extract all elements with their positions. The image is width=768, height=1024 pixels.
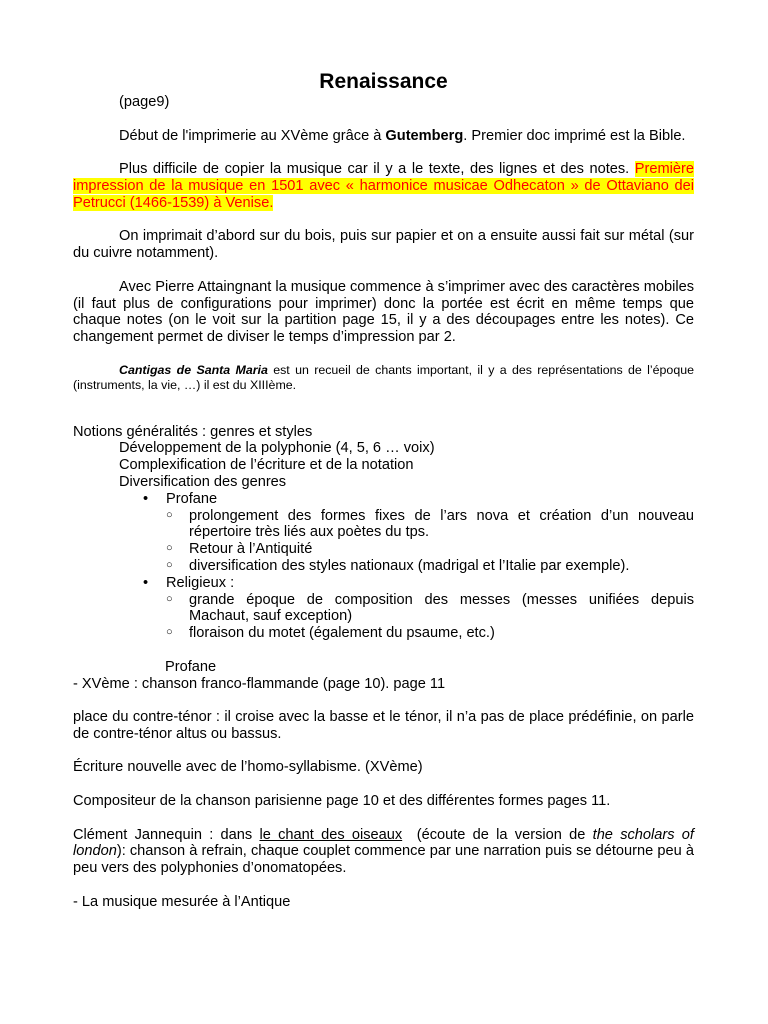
ensemble-name: the scholars of london (73, 826, 694, 860)
bullet-icon: • (143, 490, 149, 507)
genre-profane (143, 491, 694, 575)
notions-heading: Notions généralités : genres et styles (73, 423, 313, 440)
list-item: ○ prolongement des formes fixes de l’ars nova et création d’un nouveau répertoire très liés aux poètes du tps. (166, 507, 694, 541)
last-line: - La musique mesurée à l’Antique (73, 893, 291, 910)
gutemberg-name: Gutemberg (385, 127, 464, 144)
cantigas-title: Cantigas de Santa Maria (119, 362, 268, 377)
profane-heading: Profane (165, 658, 217, 675)
genres-list (143, 491, 694, 642)
page-reference: (page9) (119, 94, 170, 110)
religieux-sublist (166, 592, 694, 642)
work-title: le chant des oiseaux (259, 826, 403, 843)
circle-bullet-icon: ○ (166, 508, 173, 521)
paragraph-attaingnant: Avec Pierre Attaingnant la musique commence à s’imprimer avec des caractères mobiles (il faut plus de configurations pour imprimer) donc la portée est écrit en même temps que chaque notes (on le voit sur la partition page 15, il y a des découpages entre les notes). Ce changement permet de diviser le temps d’impression par 2. (73, 278, 694, 346)
notion-line: Développement de la polyphonie (4, 5, 6 … voix) (119, 440, 435, 457)
circle-bullet-icon: ○ (166, 558, 173, 571)
paragraph-contre-tenor: place du contre-ténor : il croise avec la basse et le ténor, il n’a pas de place prédéfinie, on parle de contre-ténor altus ou bassus. (73, 709, 694, 742)
circle-bullet-icon: ○ (166, 626, 173, 639)
highlighted-text: Première impression de la musique en 1501 avec « harmonice musicae Odhecaton » de Ottaviano dei Petrucci (1466-1539) à Venise. (73, 161, 694, 211)
paragraph-homo-syllabisme: Écriture nouvelle avec de l’homo-syllabisme. (XVème) (73, 759, 423, 776)
paragraph-printing: Début de l'imprimerie au XVème grâce à Gutemberg. Premier doc imprimé est la Bible. (119, 127, 686, 144)
genre-label: Religieux : (166, 574, 235, 591)
notion-line: Diversification des genres (119, 473, 287, 490)
list-item: ○ diversification des styles nationaux (madrigal et l’Italie par exemple). (166, 557, 630, 574)
circle-bullet-icon: ○ (166, 592, 173, 605)
list-item: ○ Retour à l’Antiquité (166, 541, 313, 558)
document-title: Renaissance (319, 70, 448, 93)
paragraph-cantigas: Cantigas de Santa Maria est un recueil de chants important, il y a des représentations de l’époque (instruments, la vie, …) il est du XIIIème. (73, 362, 694, 392)
chanson-line: - XVème : chanson franco-flammande (page 10). page 11 (73, 675, 446, 692)
paragraph-first-music-print: Plus difficile de copier la musique car il y a le texte, des lignes et des notes. Première impression de la musique en 1501 avec « harmonice musicae Odhecaton » de Ottaviano dei Petrucci (1466-1539) à Venise. (73, 161, 694, 211)
profane-sublist (166, 508, 694, 575)
genre-label: Profane (166, 490, 218, 507)
notion-line: Complexification de l’écriture et de la notation (119, 457, 414, 474)
genre-religieux (143, 575, 694, 642)
list-item: ○ grande époque de composition des messes (messes unifiées depuis Machaut, sauf exception) (166, 591, 694, 625)
paragraph-jannequin: Clément Jannequin : dans le chant des oiseaux (écoute de la version de the scholars of london): chanson à refrain, chaque couplet commence par une narration puis se détourne peu à peu vers des polyphonies d’onomatopées. (73, 826, 694, 877)
circle-bullet-icon: ○ (166, 542, 173, 555)
paragraph-materials: On imprimait d’abord sur du bois, puis sur papier et on a ensuite aussi fait sur métal (sur du cuivre notamment). (73, 228, 694, 262)
list-item: ○ floraison du motet (également du psaume, etc.) (166, 625, 495, 642)
document-body (73, 69, 694, 911)
paragraph-compositeur: Compositeur de la chanson parisienne page 10 et des différentes formes pages 11. (73, 793, 611, 810)
bullet-icon: • (143, 574, 149, 591)
